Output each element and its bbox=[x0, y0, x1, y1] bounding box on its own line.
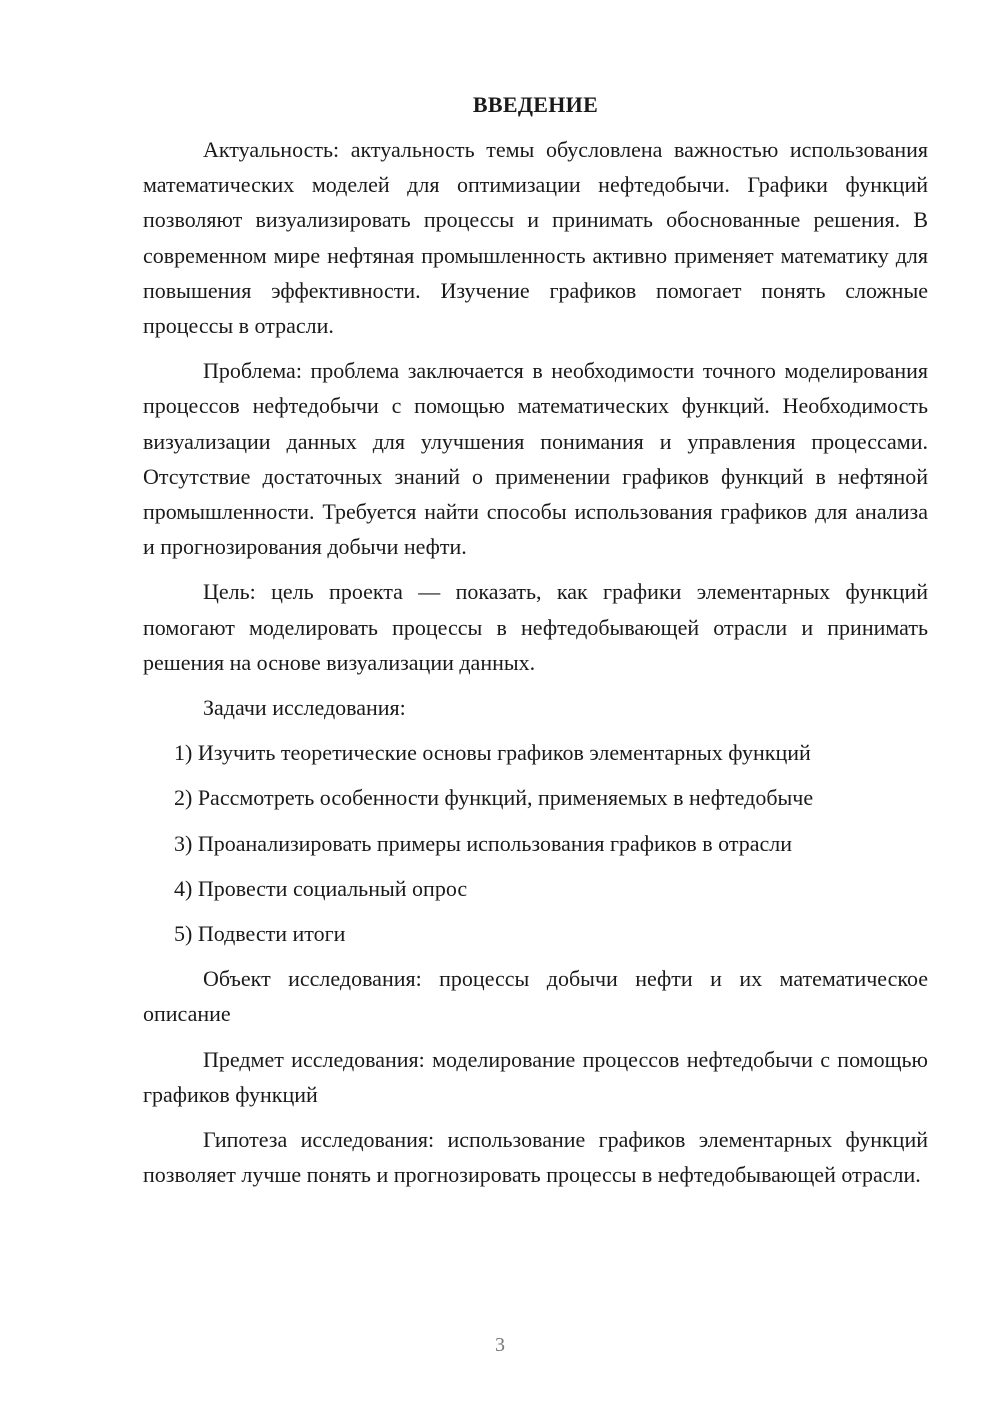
list-item: 5) Подвести итоги bbox=[174, 921, 346, 947]
page-number: 3 bbox=[495, 1334, 505, 1356]
list-item: 2) Рассмотреть особенности функций, применяемых в нефтедобыче bbox=[174, 785, 814, 811]
list-item: 4) Провести социальный опрос bbox=[174, 875, 468, 901]
paragraph-hypothesis: Гипотеза исследования: использование графиков элементарных функций позволяет лучше понять и прогнозировать процессы в нефтедобывающей отрасли. bbox=[143, 1127, 928, 1188]
tasks-list bbox=[143, 735, 928, 951]
document-page bbox=[143, 90, 928, 1202]
list-item: 3) Проанализировать примеры использования графиков в отрасли bbox=[174, 830, 793, 856]
page-title: ВВЕДЕНИЕ bbox=[472, 92, 599, 117]
paragraph-problem: Проблема: проблема заключается в необходимости точного моделирования процессов нефтедобычи с помощью математических функций. Необходимость визуализации данных для улучшения понимания и управления процессами. Отсутствие достаточных знаний о применении графиков функций в нефтяной промышленности. Требуется найти способы использования графиков для анализа и прогнозирования добычи нефти. bbox=[143, 358, 928, 560]
paragraph-goal: Цель: цель проекта — показать, как графики элементарных функций помогают моделировать процессы в нефтедобывающей отрасли и принимать решения на основе визуализации данных. bbox=[143, 579, 928, 675]
paragraph-object: Объект исследования: процессы добычи нефти и их математическое описание bbox=[143, 966, 928, 1027]
tasks-heading: Задачи исследования: bbox=[203, 695, 406, 721]
list-item: 1) Изучить теоретические основы графиков элементарных функций bbox=[174, 740, 811, 766]
paragraph-subject: Предмет исследования: моделирование процессов нефтедобычи с помощью графиков функций bbox=[143, 1046, 928, 1107]
paragraph-relevance: Актуальность: актуальность темы обусловлена важностью использования математических моделей для оптимизации нефтедобычи. Графики функций позволяют визуализировать процессы и принимать обоснованные решения. В современном мире нефтяная промышленность активно применяет математику для повышения эффективности. Изучение графиков помогает понять сложные процессы в отрасли. bbox=[143, 137, 928, 339]
